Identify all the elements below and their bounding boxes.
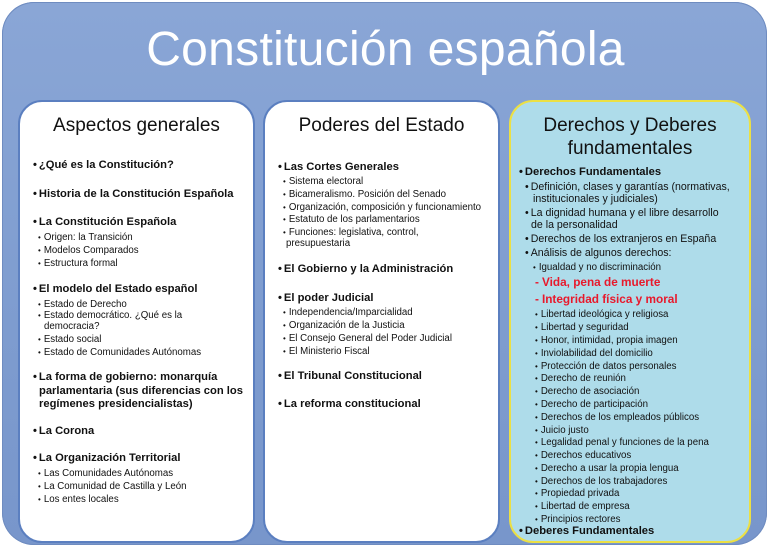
list-subitem: • Derecho de reunión [535,373,626,384]
list-subitem: • Inviolabilidad del domicilio [535,348,653,359]
list-subitem: • El Ministerio Fiscal [283,346,370,357]
list-subitem: • Organización de la Justicia [283,320,405,331]
list-subitem: • Principios rectores [535,514,621,525]
list-subitem: • Honor, intimidad, propia imagen [535,335,678,346]
list-subitem: • Libertad ideológica y religiosa [535,309,668,320]
list-subitem: • Estado de Derecho [38,299,127,310]
list-item: • Historia de la Constitución Española [33,188,234,200]
list-subitem: • Libertad y seguridad [535,322,629,333]
list-item: • La reforma constitucional [278,398,421,410]
list-item: • La Constitución Española [33,216,176,228]
list-item: • El Tribunal Constitucional [278,370,422,382]
list-subitem: • Derecho de asociación [535,386,639,397]
list-subitem: • Origen: la Transición [38,232,133,243]
list-subitem-continued: institucionales y judiciales) [533,193,658,205]
list-subitem: • Definición, clases y garantías (normativas, [525,181,730,193]
column-heading-line: fundamentales [567,138,693,159]
column-derechos-y-deberes [509,100,751,543]
list-subitem: • Derechos de los extranjeros en España [525,233,716,245]
list-item: • Las Cortes Generales [278,161,399,173]
list-subitem: • Independencia/Imparcialidad [283,307,413,318]
list-subitem: • Estado de Comunidades Autónomas [38,347,201,358]
page-title: Constitución española [146,23,625,76]
list-subitem: • Análisis de algunos derechos: [525,247,671,259]
list-subitem: • Estado democrático. ¿Qué es la [38,310,182,321]
list-subitem: • Derecho a usar la propia lengua [535,463,679,474]
list-subitem-continued: de la personalidad [531,219,618,231]
column-poderes-del-estado [263,100,500,543]
list-subitem: • Modelos Comparados [38,245,139,256]
list-item: • La Organización Territorial [33,452,180,464]
list-subitem: • Estado social [38,334,101,345]
list-item: • La Corona [33,425,94,437]
list-subitem: • Organización, composición y funcionamiento [283,202,481,213]
column-aspectos-generales [18,100,255,543]
list-item: • ¿Qué es la Constitución? [33,159,174,171]
list-subitem: • Libertad de empresa [535,501,630,512]
list-item: • El poder Judicial [278,292,373,304]
list-subitem: • Las Comunidades Autónomas [38,468,173,479]
list-subitem: • Sistema electoral [283,176,363,187]
list-item: • Derechos Fundamentales [519,166,661,178]
list-subitem: • Estatuto de los parlamentarios [283,214,420,225]
list-subitem: • Igualdad y no discriminación [533,262,661,273]
list-subitem: • El Consejo General del Poder Judicial [283,333,452,344]
list-subitem: • Legalidad penal y funciones de la pena [535,437,709,448]
list-subitem: • Los entes locales [38,494,119,505]
list-subitem: • Derecho de participación [535,399,648,410]
column-heading [511,114,749,160]
list-subitem: • Bicameralismo. Posición del Senado [283,189,446,200]
column-heading: Poderes del Estado [298,115,465,136]
list-item: • El Gobierno y la Administración [278,263,453,275]
list-subitem-continued: presupuestaria [286,238,351,249]
column-heading-line: Derechos y Deberes [543,115,717,136]
list-subitem: • Derechos educativos [535,450,631,461]
list-item-continued: parlamentaria (sus diferencias con los [39,385,243,397]
column-heading: Aspectos generales [53,115,220,136]
list-item: • El modelo del Estado español [33,283,197,295]
list-subitem: • Derechos de los empleados públicos [535,412,699,423]
list-subitem: • Juicio justo [535,425,589,436]
list-item: • Deberes Fundamentales [519,525,654,537]
list-subitem: • Protección de datos personales [535,361,677,372]
highlighted-item: - Integridad física y moral [535,292,678,306]
list-subitem-continued: democracia? [44,321,100,332]
list-subitem: • Estructura formal [38,258,118,269]
list-item: • La forma de gobierno: monarquía [33,371,217,383]
list-subitem: • Derechos de los trabajadores [535,476,667,487]
list-subitem: • La dignidad humana y el libre desarrollo [525,207,719,219]
highlighted-item: - Vida, pena de muerte [535,275,660,289]
list-subitem: • Funciones: legislativa, control, [283,227,419,238]
list-item-continued: regímenes presidencialistas) [39,398,193,410]
list-subitem: • La Comunidad de Castilla y León [38,481,187,492]
list-subitem: • Propiedad privada [535,488,619,499]
